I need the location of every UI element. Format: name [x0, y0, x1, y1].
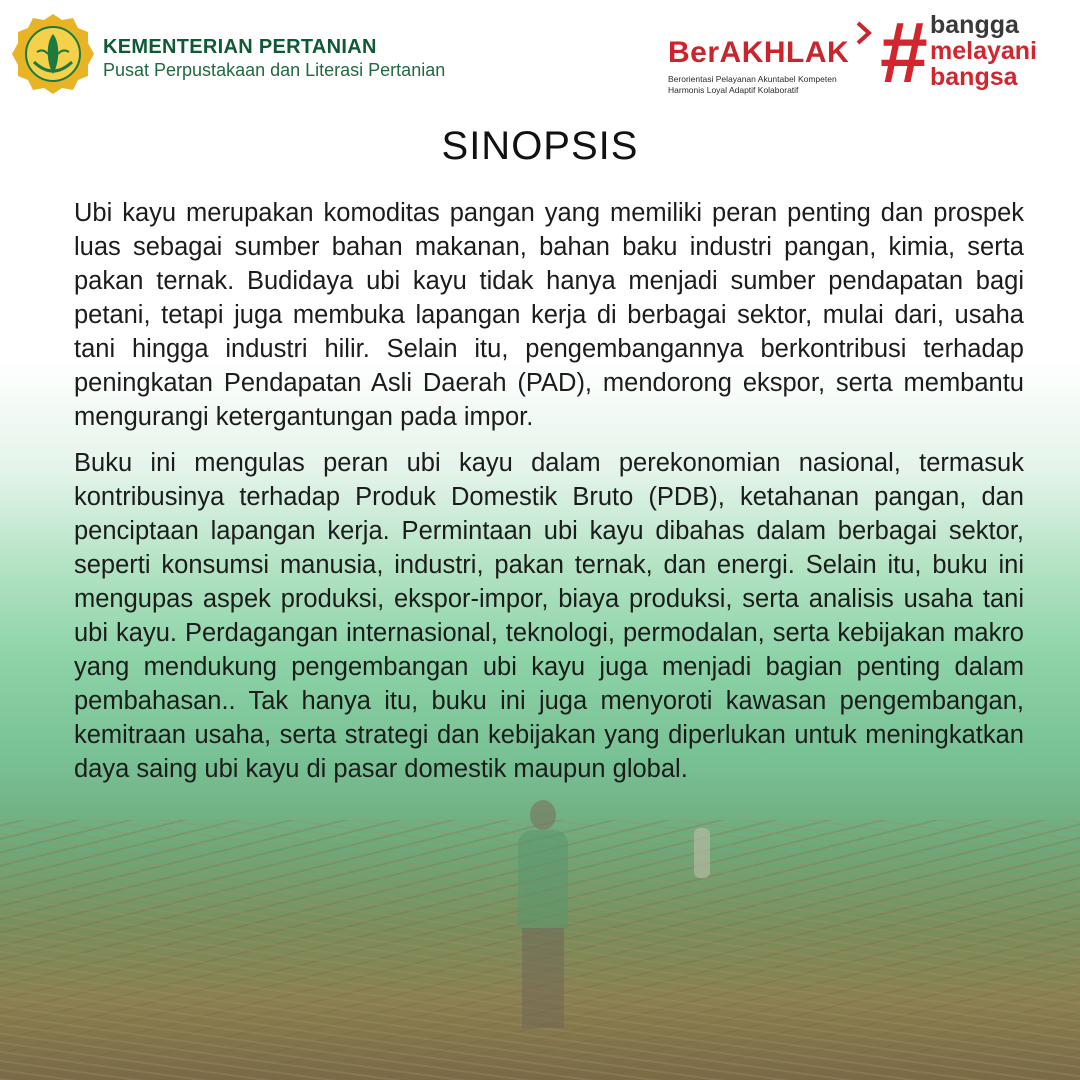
ministry-name: KEMENTERIAN PERTANIAN [103, 36, 377, 58]
farmer-torso [518, 830, 568, 930]
bangga-melayani-bangsa-logo [880, 5, 1075, 101]
synopsis-paragraph-2: Buku ini mengulas peran ubi kayu dalam perekonomian nasional, termasuk kontribusinya terhadap Produk Domestik Bruto (PDB), ketahanan pangan, dan penciptaan lapangan kerja. Permintaan ubi kayu dibahas dalam berbagai sektor, seperti konsumsi manusia, industri, pakan ternak, dan energi. Selain itu, buku ini mengupas aspek produksi, ekspor-impor, biaya produksi, serta analisis usaha tani ubi kayu. Perdagangan internasional, teknologi, permodalan, serta kebijakan makro yang mendukung pengembangan ubi kayu juga menjadi bagian penting dalam pembahasan.. Tak hanya itu, buku ini juga menyoroti kawasan pengembangan, kemitraan usaha, serta strategi dan kebijakan yang diperlukan untuk meningkatkan daya saing ubi kayu di pasar domestik maupun global. [74, 449, 1024, 783]
farmer-head [530, 800, 556, 830]
farmer-legs [522, 928, 564, 1028]
header [0, 0, 1080, 110]
distant-farmer-figure [694, 828, 710, 878]
ministry-unit: Pusat Perpustakaan dan Literasi Pertanian [103, 60, 446, 80]
synopsis-body [74, 196, 1024, 798]
chevron-right-icon [854, 20, 874, 46]
farmer-figure [508, 800, 578, 1030]
kementan-logo [10, 12, 96, 96]
berakhlak-logo [668, 18, 876, 98]
tagline-line2: melayani [930, 37, 1038, 65]
berakhlak-values-line2: Harmonis Loyal Adaptif Kolaboratif [668, 85, 799, 95]
page-title: SINOPSIS [441, 124, 639, 168]
tagline-line1: bangga [930, 11, 1019, 39]
berakhlak-wordmark: BerAKHLAK [668, 36, 850, 69]
berakhlak-values-line1: Berorientasi Pelayanan Akuntabel Kompeten [668, 74, 837, 84]
hashtag-icon: # [880, 5, 928, 101]
synopsis-paragraph-1: Ubi kayu merupakan komoditas pangan yang memiliki peran penting dan prospek luas sebagai sumber bahan makanan, bahan baku industri pangan, kimia, serta pakan ternak. Budidaya ubi kayu tidak hanya menjadi sumber pendapatan bagi petani, tetapi juga membuka lapangan kerja di berbagai sektor, mulai dari, usaha tani hingga industri hilir. Selain itu, pengembangannya berkontribusi terhadap peningkatan Pendapatan Asli Daerah (PAD), mendorong ekspor, serta membantu mengurangi ketergantungan pada impor. [74, 199, 1024, 431]
tagline-line3: bangsa [930, 63, 1018, 91]
